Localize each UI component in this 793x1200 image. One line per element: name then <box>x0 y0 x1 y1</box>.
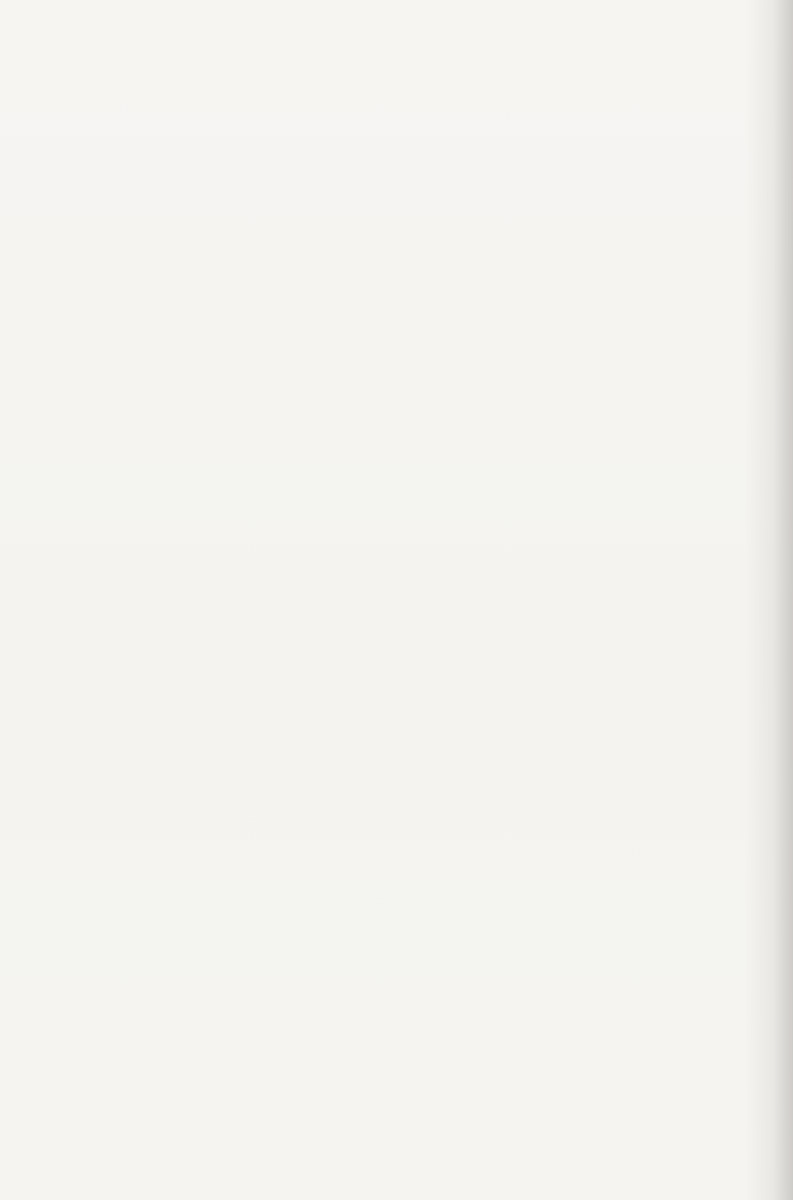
author-signature <box>50 47 765 79</box>
page-content <box>0 0 790 223</box>
page-number <box>51 193 766 223</box>
article-heading <box>51 130 766 174</box>
